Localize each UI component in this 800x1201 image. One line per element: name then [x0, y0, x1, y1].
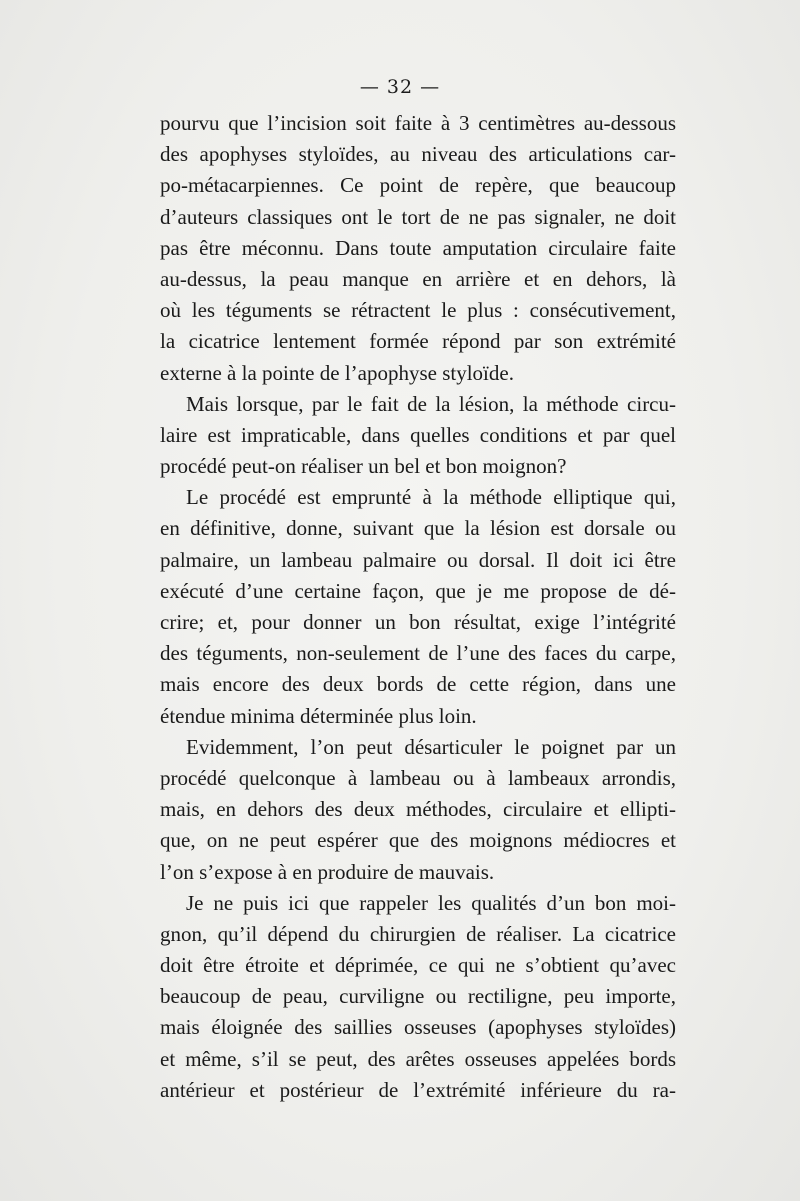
text-line: des apophyses styloïdes, au niveau des articulations car- — [160, 142, 676, 167]
text-line: procédé quelconque à lambeau ou à lambeaux arrondis, — [160, 765, 676, 790]
text-line: gnon, qu’il dépend du chirurgien de réaliser. La cicatrice — [160, 921, 676, 946]
text-line: Mais lorsque, par le fait de la lésion, la méthode circu- — [186, 391, 676, 416]
page-number: — 32 — — [359, 76, 441, 98]
text-line: Je ne puis ici que rappeler les qualités d’un bon moi- — [186, 890, 676, 915]
text-line: po-métacarpiennes. Ce point de repère, que beaucoup — [160, 173, 676, 198]
paragraph — [160, 389, 676, 483]
text-line: étendue minima déterminée plus loin. — [160, 703, 477, 728]
text-line: mais éloignée des saillies osseuses (apophyses styloïdes) — [160, 1015, 676, 1040]
text-line: laire est impraticable, dans quelles conditions et par quel — [160, 422, 676, 447]
text-line: et même, s’il se peut, des arêtes osseuses appelées bords — [160, 1046, 676, 1071]
text-line: la cicatrice lentement formée répond par son extrémité — [160, 329, 676, 354]
text-line: exécuté d’une certaine façon, que je me propose de dé- — [160, 578, 676, 603]
paragraph — [160, 482, 676, 732]
text-line: au-dessus, la peau manque en arrière et en dehors, là — [160, 266, 676, 291]
text-line: antérieur et postérieur de l’extrémité inférieure du ra- — [160, 1077, 676, 1102]
text-line: crire; et, pour donner un bon résultat, exige l’intégrité — [160, 610, 676, 634]
text-line: doit être étroite et déprimée, ce qui ne s’obtient qu’avec — [160, 953, 676, 978]
text-line: où les téguments se rétractent le plus : consécutivement, — [160, 298, 676, 323]
text-line: palmaire, un lambeau palmaire ou dorsal. Il doit ici être — [160, 547, 676, 572]
text-line: pas être méconnu. Dans toute amputation circulaire faite — [160, 235, 676, 260]
text-line: beaucoup de peau, curviligne ou rectiligne, peu importe, — [160, 984, 676, 1009]
text-line: des téguments, non-seulement de l’une des faces du carpe, — [160, 641, 676, 666]
paragraph — [160, 732, 676, 888]
text-line: d’auteurs classiques ont le tort de ne pas signaler, ne doit — [160, 204, 676, 229]
paragraph — [160, 108, 676, 389]
text-line: Le procédé est emprunté à la méthode elliptique qui, — [186, 485, 676, 510]
text-line: mais encore des deux bords de cette région, dans une — [160, 672, 676, 697]
text-line: mais, en dehors des deux méthodes, circulaire et ellipti- — [160, 797, 676, 822]
text-line: externe à la pointe de l’apophyse styloïde. — [160, 360, 514, 385]
paragraph — [160, 888, 676, 1106]
text-line: procédé peut-on réaliser un bel et bon moignon? — [160, 454, 567, 479]
text-line: en définitive, donne, suivant que la lésion est dorsale ou — [160, 516, 676, 541]
text-line: que, on ne peut espérer que des moignons médiocres et — [160, 828, 676, 853]
text-line: pourvu que l’incision soit faite à 3 centimètres au-dessous — [160, 111, 676, 135]
text-line: l’on s’expose à en produire de mauvais. — [160, 859, 495, 884]
text-line: Evidemment, l’on peut désarticuler le poignet par un — [186, 734, 676, 759]
body-text — [160, 108, 676, 1106]
